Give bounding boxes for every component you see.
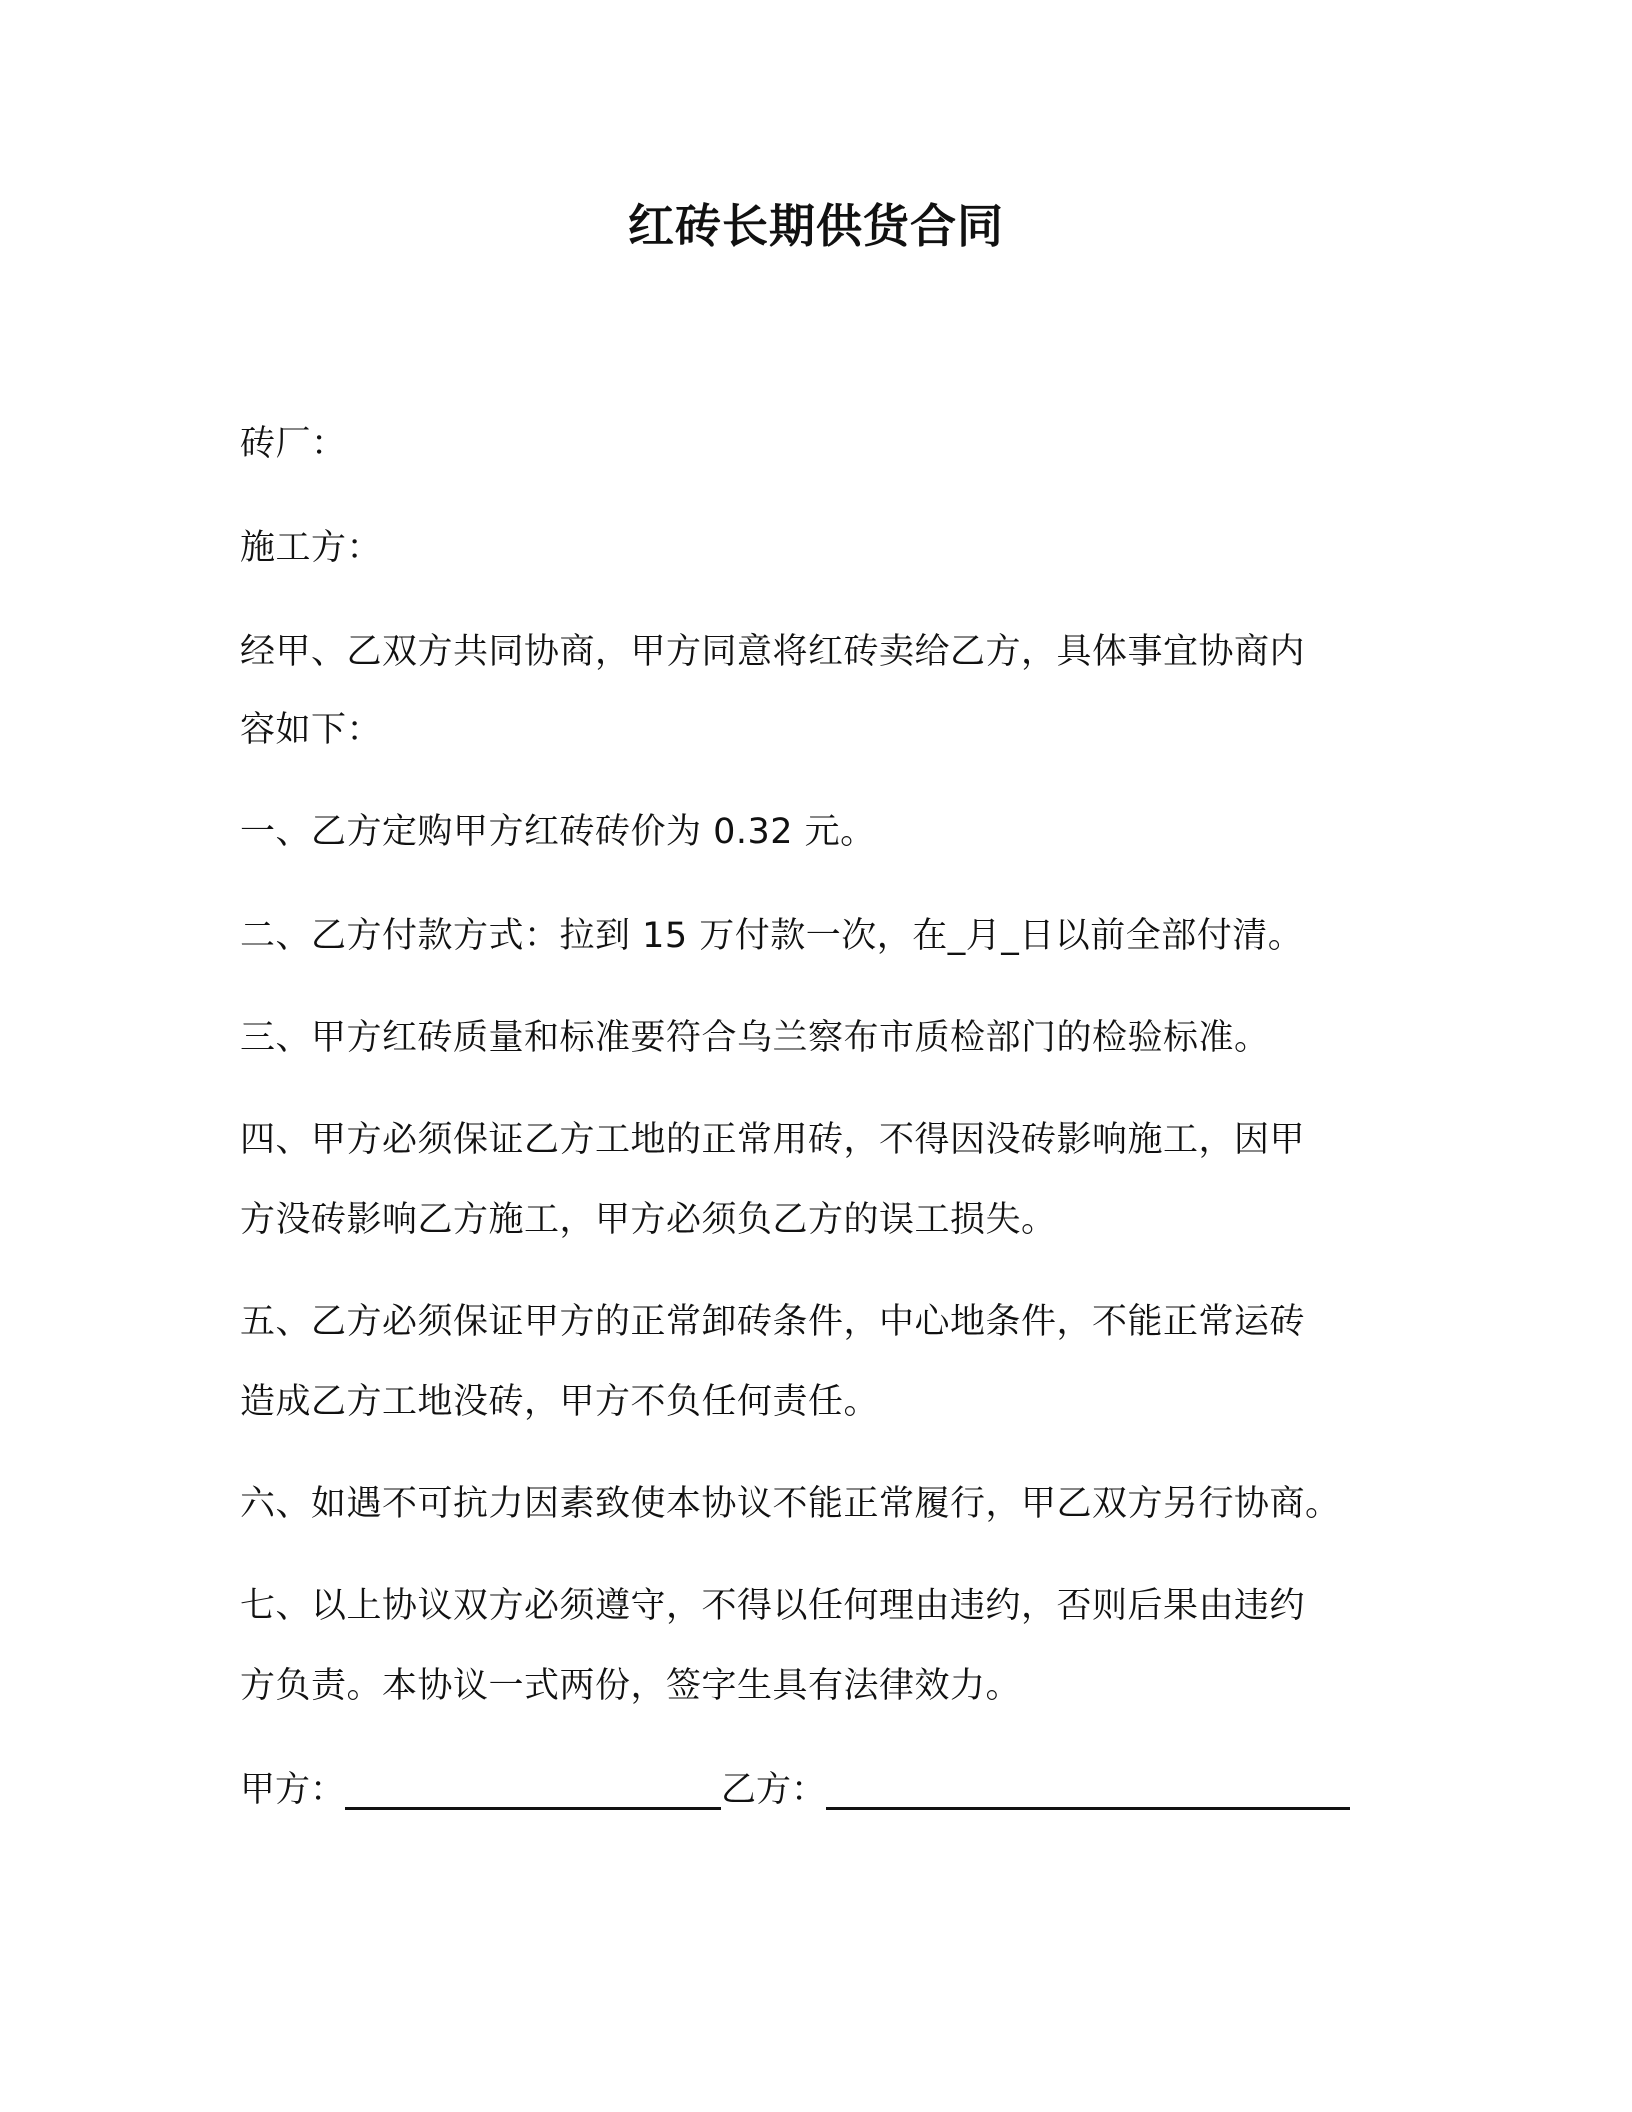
party-a-signature-label: 甲方： [240,1770,346,1810]
clause-2: 二、乙方付款方式：拉到 15 万付款一次，在_月_日以前全部付清。 [240,916,1304,956]
party-b-signature-blank[interactable] [826,1767,1350,1810]
clause-5-line-2: 造成乙方工地没砖，甲方不负任何责任。 [240,1382,880,1422]
clause-6: 六、如遇不可抗力因素致使本协议不能正常履行，甲乙双方另行协商。 [240,1484,1341,1524]
party-a-signature-blank[interactable] [345,1767,721,1810]
clause-5-line-1: 五、乙方必须保证甲方的正常卸砖条件，中心地条件，不能正常运砖 [240,1302,1306,1342]
intro-text-line-1: 经甲、乙双方共同协商，甲方同意将红砖卖给乙方，具体事宜协商内 [240,632,1306,672]
brickyard-party-label: 砖厂： [240,424,347,464]
clause-3: 三、甲方红砖质量和标准要符合乌兰察布市质检部门的检验标准。 [240,1018,1270,1058]
clause-4-line-2: 方没砖影响乙方施工，甲方必须负乙方的误工损失。 [240,1200,1057,1240]
clause-1: 一、乙方定购甲方红砖砖价为 0.32 元。 [240,812,876,852]
party-b-signature-label: 乙方： [721,1770,827,1810]
constructor-party-label: 施工方： [240,528,383,568]
clause-4-line-1: 四、甲方必须保证乙方工地的正常用砖，不得因没砖影响施工，因甲 [240,1120,1306,1160]
signature-row [240,1766,1350,1814]
document-title: 红砖长期供货合同 [628,199,1004,253]
clause-7-line-1: 七、以上协议双方必须遵守，不得以任何理由违约，否则后果由违约 [240,1586,1306,1626]
clause-7-line-2: 方负责。本协议一式两份，签字生具有法律效力。 [240,1666,1022,1706]
intro-text-line-2: 容如下： [240,710,383,750]
